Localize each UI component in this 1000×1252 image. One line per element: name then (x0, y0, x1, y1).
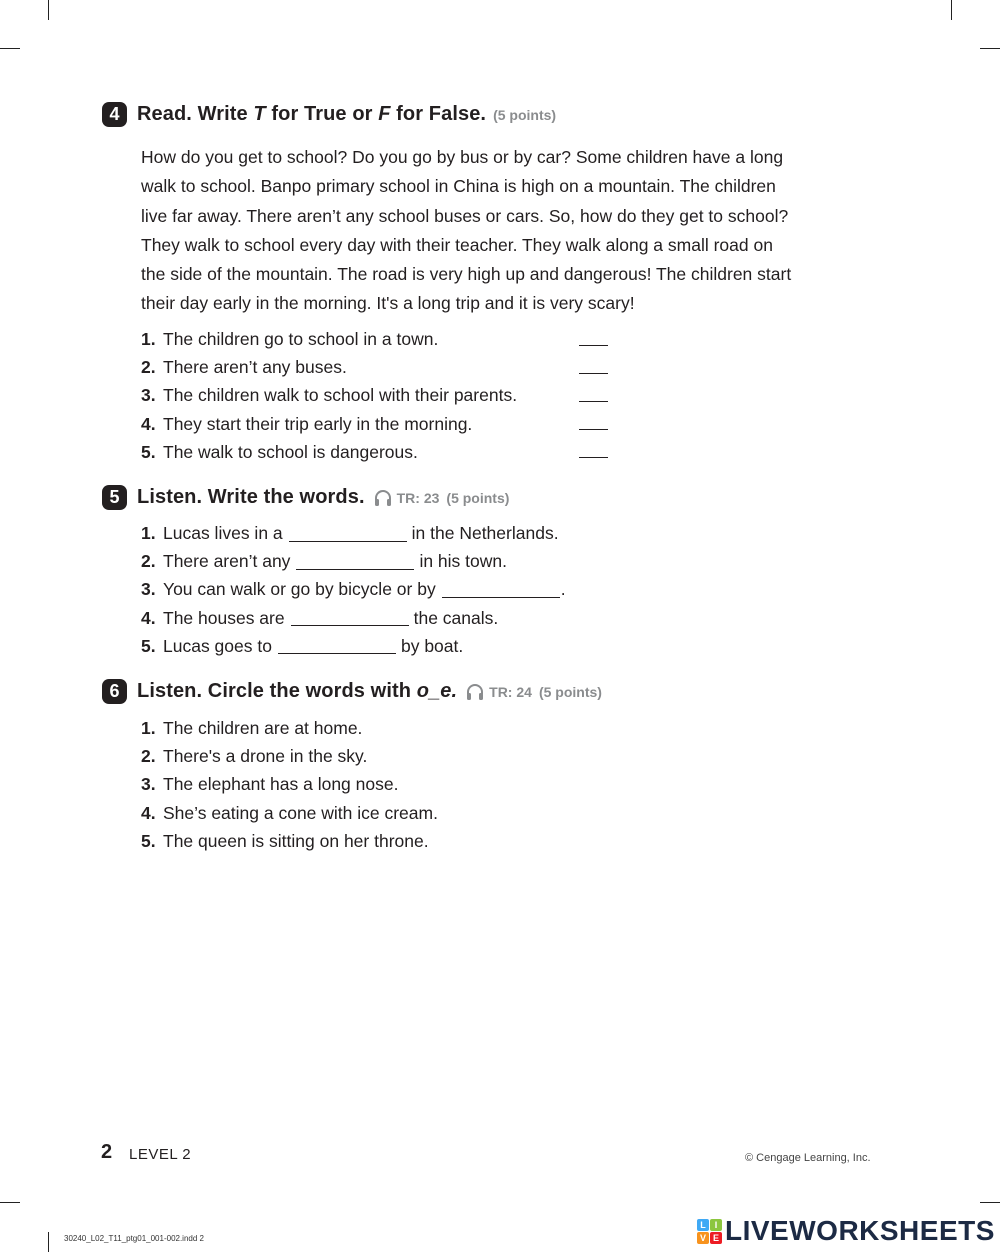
true-false-answer-1[interactable] (579, 332, 608, 346)
crop-mark (0, 48, 20, 49)
exercise-6-title: Listen. Circle the words with o_e. (137, 680, 458, 702)
list-item: 4. The houses are the canals. (141, 607, 499, 628)
answer-blank-5[interactable] (278, 637, 396, 654)
list-item: 1. Lucas lives in a in the Netherlands. (141, 523, 559, 543)
exercise-5-points: (5 points) (446, 489, 510, 506)
list-item[interactable]: 4. She’s eating a cone with ice cream. (141, 802, 438, 823)
liveworksheets-logo (697, 1215, 995, 1247)
exercise-5-badge: 5 (102, 485, 127, 510)
list-item: 3. The children walk to school with their parents. (141, 385, 518, 406)
logo-letter-e: E (710, 1232, 722, 1244)
answer-blank-4[interactable] (291, 609, 409, 626)
passage-line: their day early in the morning. It's a long trip and it is very scary! (141, 293, 635, 314)
headphones-icon (373, 488, 393, 508)
exercise-6-items (141, 714, 438, 855)
true-false-answer-2[interactable] (579, 360, 608, 374)
answer-blank-3[interactable] (442, 581, 560, 598)
crop-mark (951, 0, 952, 20)
headphones-icon (465, 682, 485, 702)
reading-passage (141, 143, 901, 319)
exercise-4-header (102, 102, 556, 127)
passage-line: How do you get to school? Do you go by bus or by car? Some children have a long (141, 147, 784, 167)
exercise-5-title: Listen. Write the words. (137, 486, 365, 508)
crop-mark (980, 1202, 1000, 1203)
crop-mark (980, 48, 1000, 49)
exercise-4-title: Read. Write T for True or F for False. (137, 103, 487, 125)
list-item[interactable]: 5. The queen is sitting on her throne. (141, 830, 429, 851)
true-false-answer-5[interactable] (579, 444, 608, 458)
logo-text: LIVEWORKSHEETS (725, 1215, 995, 1246)
crop-mark (48, 1232, 49, 1252)
passage-line: the side of the mountain. The road is very high up and dangerous! The children start (141, 264, 792, 285)
logo-letter-l: L (697, 1219, 709, 1231)
exercise-6-header (102, 679, 602, 704)
answer-blank-1[interactable] (289, 525, 407, 542)
list-item[interactable]: 2. There's a drone in the sky. (141, 746, 368, 767)
page-number: 2 (101, 1141, 113, 1163)
exercise-4-points: (5 points) (493, 106, 557, 123)
list-item: 2. There aren’t any buses. (141, 357, 347, 378)
exercise-6-points: (5 points) (538, 683, 602, 700)
list-item: 3. You can walk or go by bicycle or by . (141, 579, 566, 600)
logo-letter-i: I (710, 1219, 722, 1231)
true-false-answer-4[interactable] (579, 416, 608, 430)
list-item: 1. The children go to school in a town. (141, 329, 439, 349)
list-item[interactable]: 3. The elephant has a long nose. (141, 774, 399, 795)
list-item: 5. Lucas goes to by boat. (141, 635, 464, 656)
crop-mark (48, 0, 49, 20)
logo-mark (697, 1219, 722, 1244)
true-false-answer-3[interactable] (579, 388, 608, 402)
passage-line: live far away. There aren’t any school buses or cars. So, how do they get to school? (141, 205, 789, 226)
crop-mark (0, 1202, 20, 1203)
level-label: LEVEL 2 (129, 1146, 192, 1163)
list-item: 2. There aren’t any in his town. (141, 551, 507, 572)
exercise-6-badge: 6 (102, 679, 127, 704)
track-number: TR: 23 (396, 489, 440, 506)
exercise-5-header (102, 485, 509, 510)
logo-letter-v: V (697, 1232, 709, 1244)
exercise-5-items (141, 519, 566, 660)
list-item: 4. They start their trip early in the morning. (141, 413, 473, 434)
exercise-4-badge: 4 (102, 102, 127, 127)
file-slug: 30240_L02_T11_ptg01_001-002.indd 2 (64, 1234, 204, 1243)
exercise-4-items (141, 325, 517, 466)
passage-line: They walk to school every day with their teacher. They walk along a small road on (141, 234, 773, 255)
passage-line: walk to school. Banpo primary school in China is high on a mountain. The children (141, 176, 776, 197)
track-number: TR: 24 (489, 683, 532, 700)
copyright: © Cengage Learning, Inc. (745, 1152, 871, 1164)
list-item[interactable]: 1. The children are at home. (141, 718, 363, 738)
answer-blank-2[interactable] (296, 553, 414, 570)
list-item: 5. The walk to school is dangerous. (141, 441, 418, 462)
